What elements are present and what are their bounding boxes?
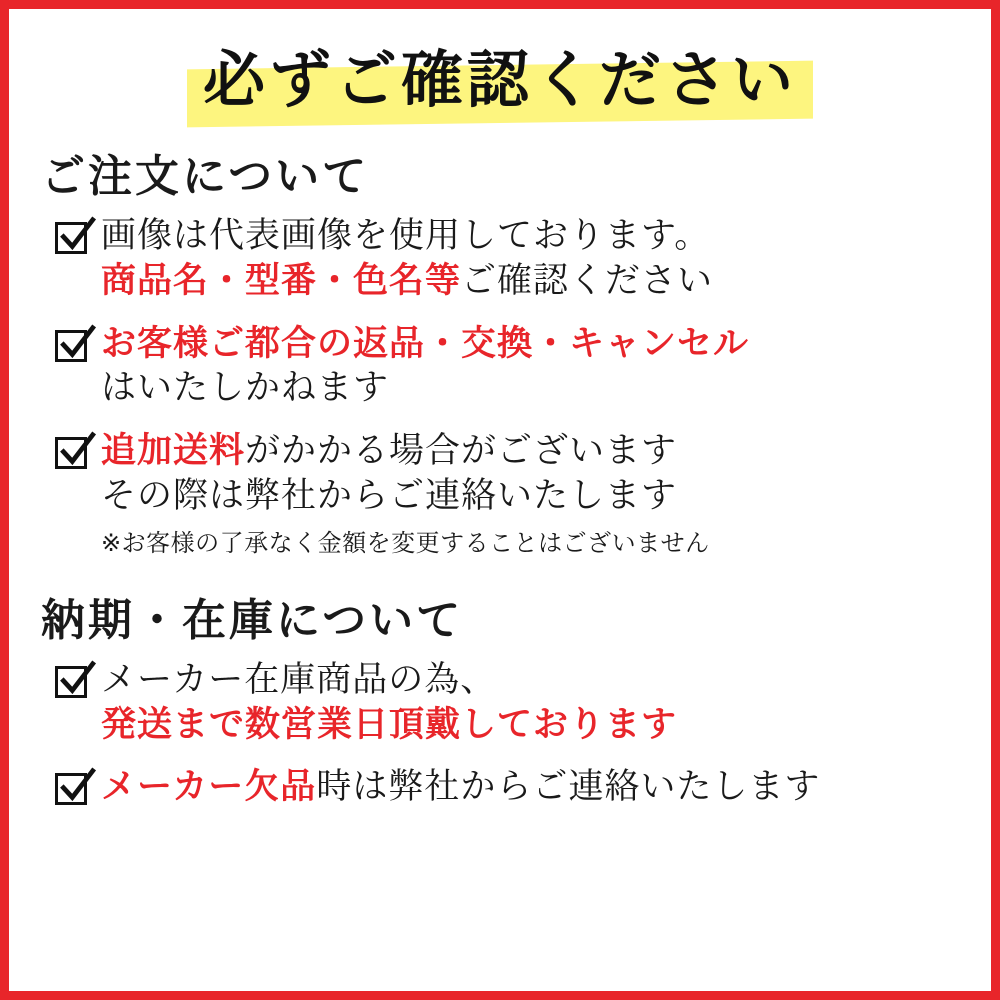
text-line <box>101 658 991 703</box>
text-line <box>101 366 991 411</box>
checkbox-checked-icon <box>55 330 91 366</box>
check-mark-icon <box>59 324 97 362</box>
text-line <box>101 703 991 748</box>
title-block <box>9 43 991 118</box>
list-item <box>55 658 991 748</box>
list-item <box>55 765 991 810</box>
emphasis-text: 商品名・型番・色名等 <box>101 260 462 301</box>
body-text: はいたしかねます <box>101 368 390 409</box>
section-heading: ご注文について <box>41 151 370 203</box>
checkbox-checked-icon <box>55 666 91 702</box>
text-line <box>101 429 991 474</box>
checkbox-checked-icon <box>55 773 91 809</box>
check-mark-icon <box>59 767 97 805</box>
body-text: その際は弊社からご連絡いたします <box>101 476 678 517</box>
border-right <box>991 0 1000 1000</box>
checkbox-checked-icon <box>55 222 91 258</box>
list-item-text <box>101 214 991 304</box>
text-line <box>101 474 991 519</box>
body-text: メーカー在庫商品の為、 <box>101 659 497 700</box>
list-item-text <box>101 658 991 748</box>
body-text: がかかる場合がございます <box>245 431 678 472</box>
text-line <box>101 765 991 810</box>
list-item-text <box>101 765 991 810</box>
list-item-text <box>101 322 991 412</box>
check-mark-icon <box>59 216 97 254</box>
body-text: 時は弊社からご連絡いたします <box>316 767 821 808</box>
page-title-text: 必ずご確認ください <box>202 43 797 116</box>
page-title <box>187 43 813 118</box>
body-text: ご確認ください <box>461 260 714 301</box>
section-heading: 納期・在庫について <box>41 594 464 646</box>
border-bottom <box>0 991 1000 1000</box>
check-mark-icon <box>59 660 97 698</box>
border-left <box>0 0 9 1000</box>
emphasis-text: 発送まで数営業日頂戴しております <box>101 704 678 745</box>
text-line <box>101 259 991 304</box>
notice-list <box>9 214 991 558</box>
emphasis-text: メーカー欠品 <box>101 767 317 808</box>
list-item-text <box>101 429 991 558</box>
list-item <box>55 214 991 304</box>
check-mark-icon <box>59 431 97 469</box>
list-item <box>55 429 991 558</box>
notice-list <box>9 658 991 810</box>
body-text: 画像は代表画像を使用しております。 <box>101 216 711 257</box>
text-line <box>101 214 991 259</box>
footnote: ※お客様の了承なく金額を変更することはございません <box>101 528 710 557</box>
sections-container <box>9 140 991 810</box>
list-item <box>55 322 991 412</box>
border-top <box>0 0 1000 9</box>
emphasis-text: お客様ご都合の返品・交換・キャンセル <box>101 323 750 364</box>
checkbox-checked-icon <box>55 437 91 473</box>
notice-page <box>9 9 991 991</box>
text-line <box>101 322 991 367</box>
emphasis-text: 追加送料 <box>101 431 246 472</box>
